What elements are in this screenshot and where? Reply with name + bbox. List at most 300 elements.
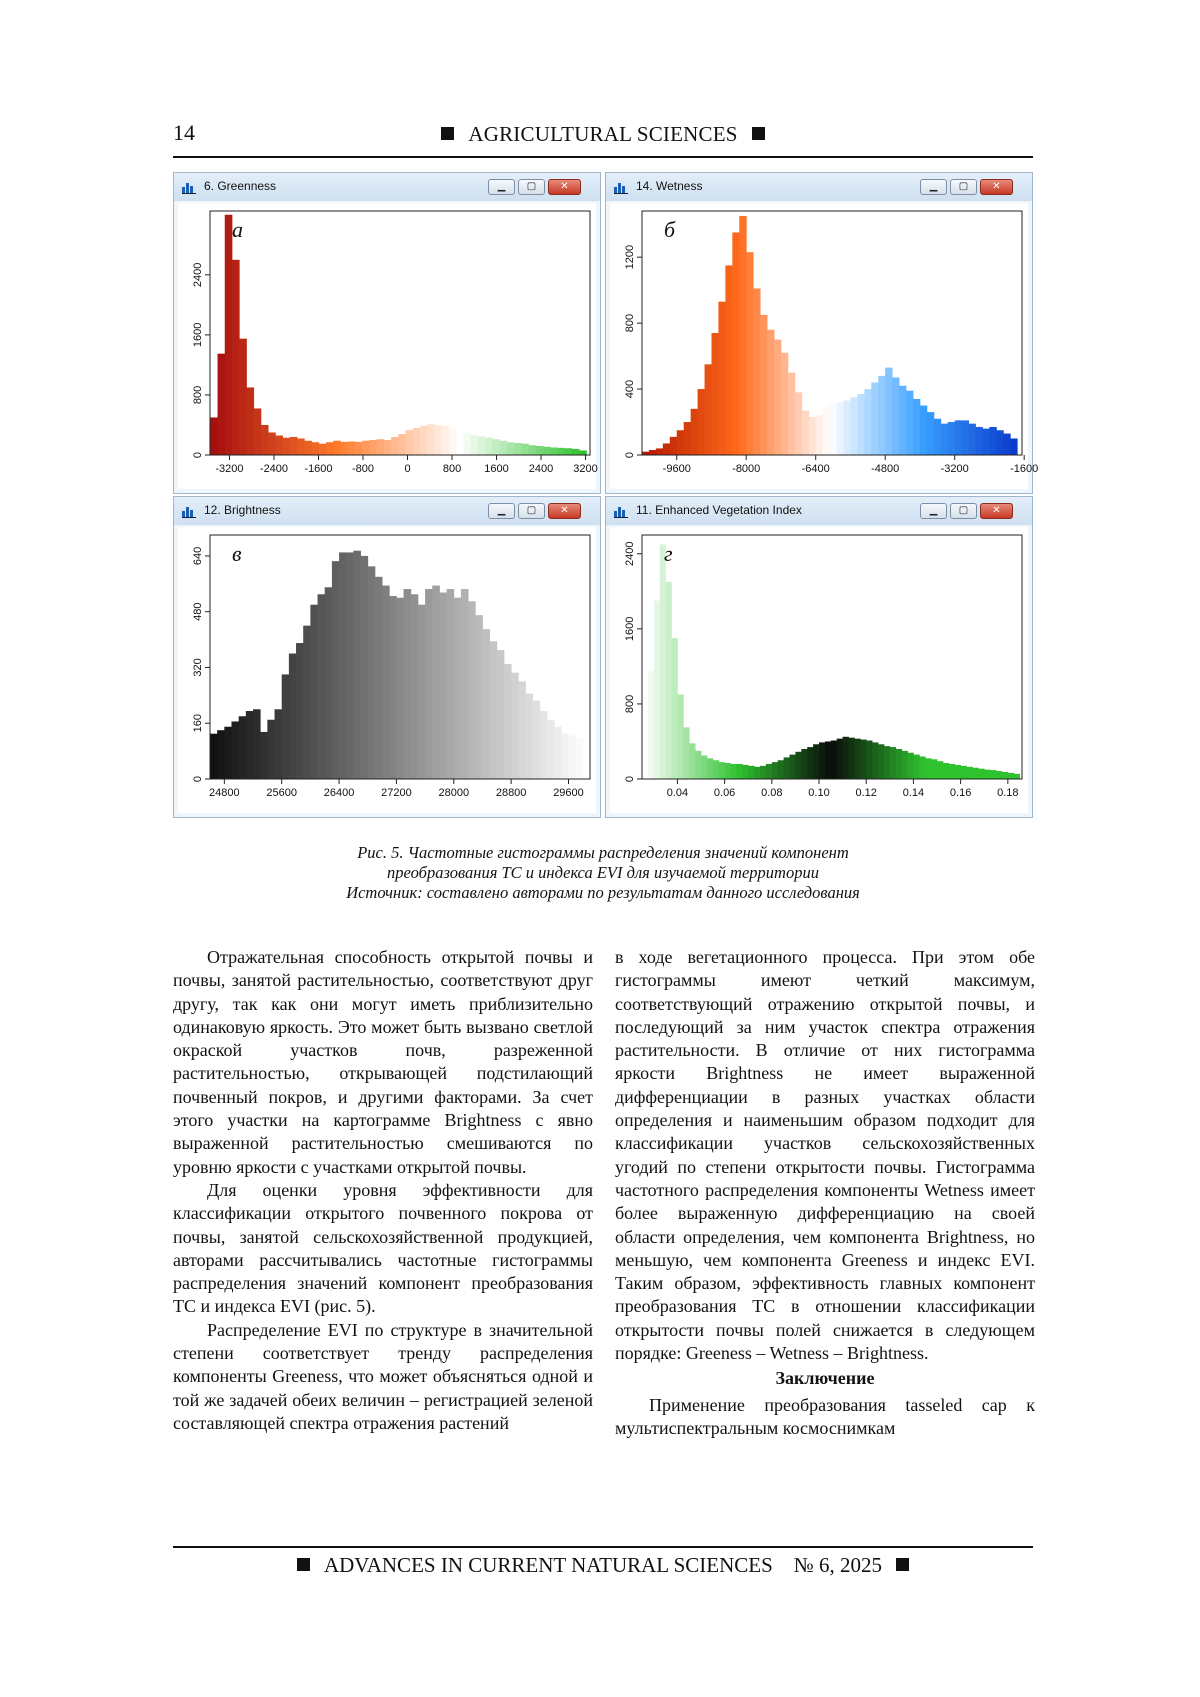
histogram-bar (239, 716, 247, 779)
histogram-bar (404, 589, 412, 779)
window-title: 14. Wetness (636, 179, 703, 193)
histogram-bar (795, 752, 801, 779)
plot-frame (210, 211, 590, 455)
histogram-bar (561, 734, 569, 779)
histogram-bar (340, 442, 348, 455)
histogram-bar (533, 701, 541, 779)
x-tick-label: -1600 (1010, 463, 1039, 475)
histogram-bar (725, 763, 731, 779)
y-tick-label: 640 (192, 546, 204, 566)
x-tick-label: 28000 (438, 787, 470, 799)
histogram-bar (672, 638, 678, 779)
histogram-bar (962, 420, 969, 455)
histogram-bar (490, 641, 498, 779)
page-header (173, 120, 1033, 158)
paragraph: Для оценки уровня эффективности для классификации открытого почвенного покрова от почвы, занятой сельскохозяйственной продукцией, авторами рассчитывались частотные гистограммы распределения значений компонент преобразования ТС и индекса EVI (рис. 5). (173, 1179, 593, 1317)
histogram-bar (1014, 774, 1020, 779)
footer-journal: ADVANCES IN CURRENT NATURAL SCIENCES (323, 1553, 773, 1577)
histogram-bar (500, 441, 508, 455)
histogram-plot (178, 527, 596, 813)
histogram-bar (878, 376, 885, 455)
histogram-bar (319, 444, 327, 455)
x-tick-label: 29600 (553, 787, 584, 799)
histogram-plot (178, 203, 596, 489)
histogram-bar (325, 587, 333, 779)
histogram-bar (275, 709, 283, 779)
histogram-bar (368, 566, 376, 779)
y-tick-label: 0 (624, 775, 636, 783)
x-tick-label: 0.08 (761, 787, 783, 799)
close-button[interactable]: ✕ (548, 503, 581, 519)
histogram-bar (884, 746, 890, 779)
maximize-button[interactable]: ▢ (950, 179, 977, 195)
y-tick-label: 1600 (192, 322, 204, 348)
x-tick-label: 0 (404, 463, 411, 475)
x-tick-label: 1600 (484, 463, 509, 475)
maximize-button[interactable]: ▢ (518, 503, 545, 519)
histogram-bar (649, 450, 656, 455)
histogram-bar (254, 408, 262, 455)
histogram-bar (355, 442, 363, 455)
histogram-bar (346, 552, 354, 779)
histogram-bar (908, 753, 914, 779)
footer-issue: № 6, 2025 (793, 1553, 883, 1577)
histogram-bar (261, 425, 269, 455)
histogram-bar (1002, 772, 1008, 779)
window-title: 11. Enhanced Vegetation Index (636, 503, 802, 517)
histogram-bar (813, 744, 819, 779)
histogram-bar (795, 392, 802, 455)
page-number: 14 (173, 120, 195, 145)
histogram-bar (748, 766, 754, 779)
histogram-bar (934, 419, 941, 455)
histogram-bar (377, 439, 385, 455)
y-tick-label: 2400 (192, 262, 204, 288)
histogram-bar (864, 389, 871, 455)
histogram-bar (666, 582, 672, 779)
histogram-bar (860, 740, 866, 779)
x-tick-label: 27200 (381, 787, 412, 799)
histogram-bar (485, 438, 493, 455)
histogram-bar (955, 420, 962, 455)
histogram-bar (837, 739, 843, 779)
histogram-bar (239, 339, 247, 455)
square-bullet-icon (752, 127, 765, 140)
window-title-bar[interactable] (606, 497, 1032, 525)
histogram-bar (871, 382, 878, 455)
histogram-bar (872, 742, 878, 779)
histogram-bar (449, 428, 457, 455)
histogram-icon (614, 181, 628, 193)
histogram-bar (955, 765, 961, 779)
x-tick-label: -4800 (871, 463, 900, 475)
histogram-bar (568, 735, 576, 779)
histogram-bar (943, 763, 949, 779)
histogram-bar (289, 654, 297, 779)
histogram-bar (736, 764, 742, 779)
histogram-bar (482, 629, 490, 779)
x-tick-label: 800 (442, 463, 462, 475)
figure-histograms (173, 172, 1039, 818)
histogram-bar (978, 769, 984, 779)
histogram-bar (689, 743, 695, 779)
histogram-bar (384, 440, 392, 455)
histogram-bar (746, 252, 753, 455)
histogram-bar (382, 586, 390, 779)
histogram-bar (504, 664, 512, 779)
histogram-bar (540, 711, 548, 779)
panel-letter: б (664, 217, 676, 242)
histogram-bar (701, 756, 707, 779)
x-tick-label: 0.06 (713, 787, 736, 799)
histogram-bar (529, 445, 537, 455)
maximize-button[interactable]: ▢ (950, 503, 977, 519)
paragraph: Отражательная способность открытой почвы и почвы, занятой растительностью, соответствуют друг другу, так как они могут иметь приблизительно одинаковую яркость. Это может быть вызвано светлой окраской участков почв, разреженной растительностью, открывающей подстилающий почвенный покров, и другими факторами. За счет этого участки на картограмме Brightness с явно выраженной растительностью смешиваются по уровню яркости с участками открытой почвы. (173, 947, 593, 1177)
histogram-bar (391, 437, 399, 455)
histogram-bar (949, 764, 955, 779)
histogram-bar (819, 742, 825, 779)
histogram-bar (576, 739, 584, 779)
histogram-bar (937, 761, 943, 779)
histogram-bar (913, 399, 920, 455)
histogram-bar (725, 265, 732, 455)
histogram-bar (996, 771, 1002, 779)
x-tick-label: 0.10 (808, 787, 830, 799)
histogram-bar (648, 671, 654, 779)
histogram-bars (642, 216, 1018, 455)
y-tick-label: 1600 (624, 616, 636, 642)
window-title: 6. Greenness (204, 179, 277, 193)
y-tick-label: 1200 (624, 244, 636, 270)
histogram-bar (984, 770, 990, 779)
histogram-bar (890, 747, 896, 779)
histogram-bar (698, 389, 705, 455)
histogram-bar (554, 727, 562, 779)
histogram-bar (990, 770, 996, 779)
histogram-window-11-enhanced-vegetation-index (605, 496, 1033, 818)
x-tick-label: -2400 (259, 463, 289, 475)
x-tick-label: -1600 (304, 463, 333, 475)
histogram-bar (844, 401, 851, 455)
histogram-bar (718, 302, 725, 455)
histogram-chart (610, 527, 1028, 813)
panel-letter: а (232, 217, 243, 242)
histogram-bar (579, 451, 587, 456)
histogram-bar (312, 442, 320, 455)
window-title-bar[interactable] (606, 173, 1032, 201)
histogram-bar (825, 741, 831, 779)
window-title: 12. Brightness (204, 503, 281, 517)
histogram-bar (823, 407, 830, 455)
histogram-bar (663, 443, 670, 455)
square-bullet-icon (297, 1558, 310, 1571)
histogram-window-6-greenness (173, 172, 601, 494)
histogram-bar (557, 448, 565, 455)
histogram-bar (899, 386, 906, 455)
histogram-bar (670, 437, 677, 455)
paragraph: Применение преобразования tasseled cap к мультиспектральным космоснимкам (615, 1394, 1035, 1438)
histogram-icon (614, 505, 628, 517)
histogram-bar (283, 438, 291, 455)
histogram-bar (719, 762, 725, 779)
histogram-bar (802, 410, 809, 455)
square-bullet-icon (441, 127, 454, 140)
histogram-chart (610, 203, 1039, 489)
histogram-bar (369, 440, 377, 455)
page-footer (173, 1546, 1033, 1578)
histogram-bar (461, 589, 469, 779)
histogram-bar (475, 615, 483, 779)
histogram-bar (816, 415, 823, 455)
histogram-bar (442, 426, 450, 455)
histogram-bar (572, 449, 580, 455)
histogram-bar (948, 422, 955, 455)
x-tick-label: -9600 (662, 463, 691, 475)
y-tick-label: 400 (624, 379, 636, 399)
histogram-bar (837, 402, 844, 455)
y-tick-label: 800 (624, 694, 636, 714)
histogram-bar (857, 394, 864, 455)
histogram-bar (362, 441, 370, 455)
minimize-button[interactable]: ▁ (488, 503, 515, 519)
x-tick-label: -800 (351, 463, 375, 475)
histogram-bar (739, 216, 746, 455)
y-tick-label: 0 (624, 451, 636, 459)
histogram-bar (398, 434, 406, 455)
panel-letter: г (664, 541, 673, 566)
histogram-bar (967, 767, 973, 779)
panel-letter: в (232, 541, 242, 566)
histogram-bar (1008, 773, 1014, 779)
histogram-bar (972, 768, 978, 779)
histogram-bar (919, 756, 925, 779)
x-tick-label: 0.12 (855, 787, 877, 799)
histogram-bar (290, 437, 298, 455)
y-tick-label: 320 (192, 658, 204, 677)
histogram-bar (807, 747, 813, 779)
histogram-bar (282, 674, 290, 779)
histogram-bar (224, 727, 232, 779)
window-title-bar[interactable] (174, 497, 600, 525)
histogram-bar (656, 448, 663, 455)
histogram-bar (767, 330, 774, 455)
histogram-bar (267, 720, 275, 779)
histogram-bar (642, 713, 648, 779)
histogram-bar (525, 694, 533, 779)
histogram-bar (941, 424, 948, 455)
histogram-bar (434, 425, 442, 455)
histogram-window-14-wetness (605, 172, 1039, 494)
histogram-bar (925, 758, 931, 779)
histogram-bar (296, 643, 304, 779)
x-tick-label: 0.18 (997, 787, 1019, 799)
x-tick-label: 0.04 (666, 787, 689, 799)
histogram-bar (691, 409, 698, 455)
y-tick-label: 0 (192, 775, 204, 783)
histogram-bar (246, 387, 254, 455)
histogram-bar (677, 695, 683, 779)
x-tick-label: 2400 (528, 463, 554, 475)
histogram-bar (784, 757, 790, 779)
histogram-bar (361, 556, 369, 779)
caption-source: Источник: составлено авторами по результатам данного исследования (346, 883, 860, 902)
histogram-bar (418, 605, 426, 779)
section-heading: Заключение (775, 1368, 875, 1389)
histogram-bar (413, 428, 421, 455)
histogram-bar (790, 755, 796, 779)
histogram-bar (225, 215, 233, 455)
histogram-bar (754, 767, 760, 779)
histogram-bar (781, 353, 788, 455)
histogram-icon (182, 181, 196, 193)
histogram-chart (178, 527, 596, 813)
histogram-bar (732, 232, 739, 455)
histogram-bar (766, 764, 772, 779)
histogram-bar (396, 598, 404, 779)
histogram-bar (318, 594, 326, 779)
histogram-bar (536, 446, 544, 455)
histogram-bar (297, 438, 305, 455)
histogram-bar (550, 447, 558, 455)
left-column (173, 946, 593, 1435)
x-tick-label: 26400 (323, 787, 355, 799)
histogram-bar (439, 593, 447, 779)
x-tick-label: 0.14 (902, 787, 925, 799)
histogram-bar (268, 432, 276, 455)
histogram-bar (547, 720, 555, 779)
histogram-bar (521, 444, 529, 455)
histogram-bar (375, 577, 383, 779)
histogram-bar (468, 601, 476, 779)
x-tick-label: 24800 (209, 787, 240, 799)
histogram-bar (760, 315, 767, 455)
histogram-bar (543, 447, 551, 455)
histogram-bar (707, 758, 713, 779)
minimize-button[interactable]: ▁ (920, 503, 947, 519)
histogram-bar (353, 551, 361, 779)
window-title-bar[interactable] (174, 173, 600, 201)
histogram-bar (348, 441, 356, 455)
histogram-bar (654, 601, 660, 779)
histogram-bar (218, 354, 226, 455)
histogram-bar (507, 442, 515, 455)
histogram-bar (1010, 439, 1017, 455)
histogram-bar (695, 751, 701, 779)
histogram-bar (497, 650, 505, 779)
histogram-chart (178, 203, 596, 489)
caption-line: преобразования ТС и индекса EVI для изучаемой территории (387, 863, 819, 882)
journal-section-title: AGRICULTURAL SCIENCES (468, 122, 738, 146)
histogram-bar (471, 435, 479, 455)
x-tick-label: -6400 (801, 463, 830, 475)
histogram-bar (432, 586, 440, 779)
histogram-bar (583, 742, 591, 779)
maximize-button[interactable]: ▢ (518, 179, 545, 195)
close-button[interactable]: ✕ (980, 179, 1013, 195)
paragraph: в ходе вегетационного процесса. При этом обе гистограммы имеют четкий максимум, соответствующий отражению открытой почвы, и последующий за ним участок спектра отражения растительности. В отличие от них гистограмма яркости Brightness не имеет выраженной дифференциации в разных участках области определения и наименьшим образом подходит для классификации участков сельскохозяйственных угодий по степени открытости почвы. Гистограмма частотного распределения компоненты Wetness имеет более выраженную дифференциацию на своей области определения, чем компонента Brightness, но меньшую, чем компонента Greeness и индекс EVI. Таким образом, эффективность главных компонент преобразования ТС в отношении классификации открытости почвы полей снижается в следующем порядке: Greeness – Wetness – Brightness. (615, 947, 1035, 1364)
histogram-bar (304, 441, 312, 455)
running-head (173, 122, 1033, 147)
histogram-bar (339, 552, 347, 779)
y-tick-label: 2400 (624, 541, 636, 567)
histogram-bar (982, 429, 989, 455)
caption-line: Рис. 5. Частотные гистограммы распределения значений компонент (357, 843, 849, 862)
histogram-bar (831, 741, 837, 779)
histogram-bar (210, 417, 218, 455)
histogram-bar (260, 732, 268, 779)
histogram-bar (996, 430, 1003, 455)
histogram-bar (801, 749, 807, 779)
x-tick-label: -3200 (215, 463, 244, 475)
histogram-bar (753, 288, 760, 455)
histogram-bar (389, 596, 397, 779)
histogram-bar (275, 435, 283, 455)
close-button[interactable]: ✕ (548, 179, 581, 195)
histogram-bar (246, 711, 254, 779)
histogram-bar (326, 442, 334, 455)
histogram-bar (849, 738, 855, 779)
histogram-bar (920, 406, 927, 455)
minimize-button[interactable]: ▁ (488, 179, 515, 195)
histogram-bar (684, 422, 691, 455)
x-tick-label: 25600 (266, 787, 297, 799)
histogram-icon (182, 505, 196, 517)
histogram-bar (454, 598, 462, 779)
histogram-bar (492, 439, 500, 455)
close-button[interactable]: ✕ (980, 503, 1013, 519)
right-column (615, 946, 1035, 1440)
histogram-bar (866, 741, 872, 779)
square-bullet-icon (896, 1558, 909, 1571)
histogram-bar (969, 424, 976, 455)
histogram-bar (406, 430, 414, 455)
histogram-bar (931, 759, 937, 779)
histogram-bar (1003, 434, 1010, 455)
y-tick-label: 160 (192, 714, 204, 733)
histogram-bar (427, 424, 435, 455)
histogram-bar (463, 432, 471, 455)
histogram-bar (713, 760, 719, 779)
histogram-bar (711, 333, 718, 455)
histogram-bar (927, 412, 934, 455)
histogram-bar (232, 721, 240, 779)
histogram-bar (478, 436, 486, 455)
histogram-bar (683, 727, 689, 779)
histogram-bar (843, 737, 849, 779)
histogram-window-12-brightness (173, 496, 601, 818)
histogram-bar (217, 730, 225, 779)
histogram-bar (772, 762, 778, 779)
histogram-bar (677, 430, 684, 455)
histogram-bar (788, 373, 795, 455)
histogram-bar (303, 626, 311, 779)
histogram-bar (902, 751, 908, 779)
histogram-bar (989, 427, 996, 455)
histogram-bar (333, 441, 341, 455)
histogram-bar (253, 709, 261, 779)
histogram-bar (809, 417, 816, 455)
histogram-bar (976, 427, 983, 455)
minimize-button[interactable]: ▁ (920, 179, 947, 195)
histogram-bar (885, 368, 892, 455)
paragraph: Распределение EVI по структуре в значительной степени соответствует тренду распределения компоненты Greeness, что может объясняться одной и той же задачей обеих величин – регистрацией зеленой составляющей спектра отражения растений (173, 1319, 593, 1433)
histogram-bar (232, 260, 240, 455)
histogram-plot (610, 203, 1039, 489)
histogram-bar (310, 605, 318, 779)
histogram-bar (447, 589, 455, 779)
histogram-bar (760, 766, 766, 779)
histogram-bar (425, 589, 433, 779)
